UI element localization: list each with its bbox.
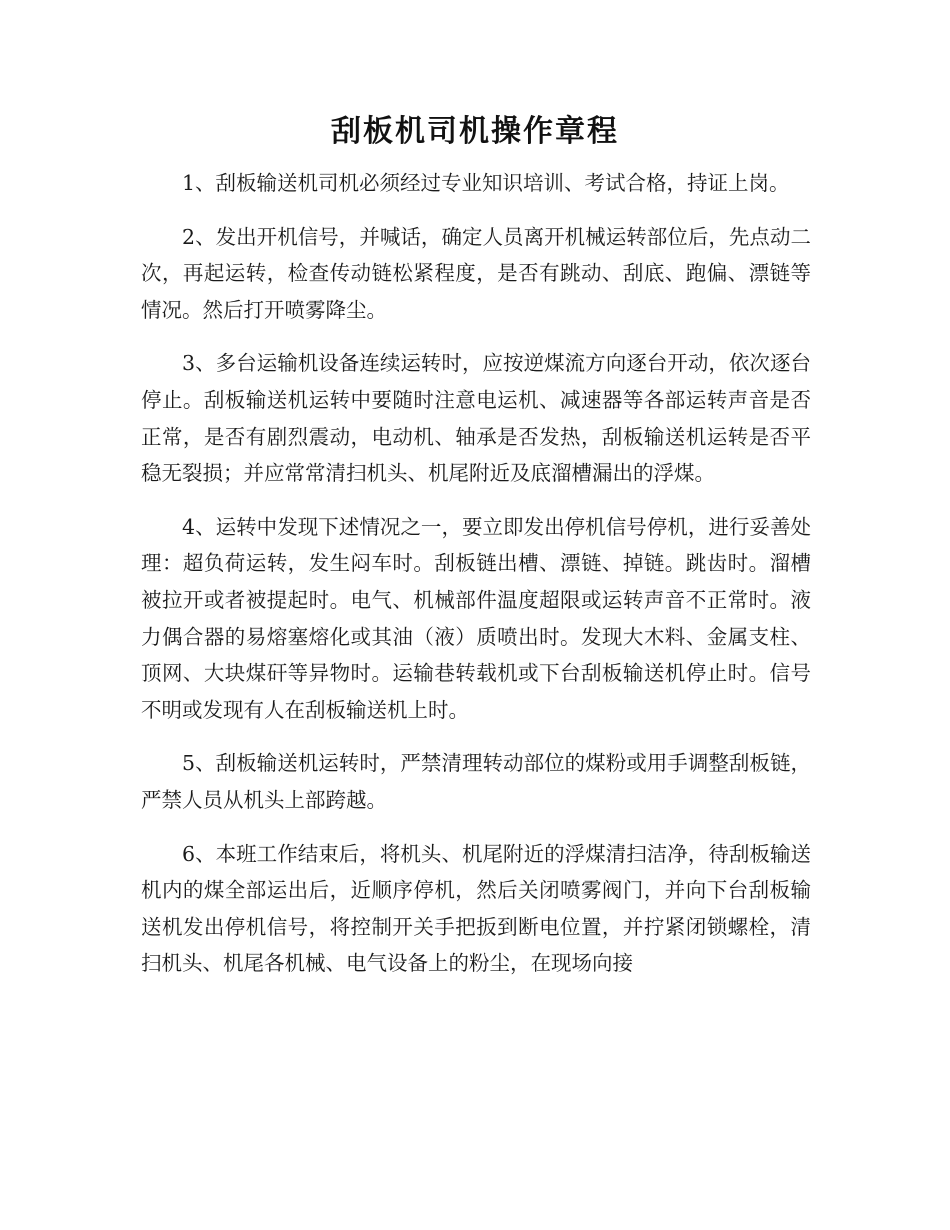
paragraph-3: 3、多台运输机设备连续运转时，应按逆煤流方向逐台开动，依次逐台停止。刮板输送机运转中要随时注意电运机、减速器等各部运转声音是否正常，是否有剧烈震动，电动机、轴承是否发热，刮板输送机运转是否平稳无裂损；并应常常清扫机头、机尾附近及底溜槽漏出的浮煤。 xyxy=(141,351,811,486)
paragraph-1: 1、刮板输送机司机必须经过专业知识培训、考试合格，持证上岗。 xyxy=(182,171,790,195)
document-body xyxy=(141,165,811,999)
document-title: 刮板机司机操作章程 xyxy=(331,114,619,149)
paragraph-2: 2、发出开机信号，并喊话，确定人员离开机械运转部位后，先点动二次，再起运转，检查传动链松紧程度，是否有跳动、刮底、跑偏、漂链等情况。然后打开喷雾降尘。 xyxy=(141,224,811,322)
paragraph-5: 5、刮板输送机运转时，严禁清理转动部位的煤粉或用手调整刮板链，严禁人员从机头上部跨越。 xyxy=(141,751,811,812)
paragraph-6: 6、本班工作结束后，将机头、机尾附近的浮煤清扫洁净，待刮板输送机内的煤全部运出后，近顺序停机，然后关闭喷雾阀门，并向下台刮板输送机发出停机信号，将控制开关手把扳到断电位置，并拧紧闭锁螺栓，清扫机头、机尾各机械、电气设备上的粉尘，在现场向接 xyxy=(141,841,811,976)
paragraph-4: 4、运转中发现下述情况之一，要立即发出停机信号停机，进行妥善处理：超负荷运转，发生闷车时。刮板链出槽、漂链、掉链。跳齿时。溜槽被拉开或者被提起时。电气、机械部件温度超限或运转声音不正常时。液力偶合器的易熔塞熔化或其油（液）质喷出时。发现大木料、金属支柱、顶网、大块煤矸等异物时。运输巷转载机或下台刮板输送机停止时。信号不明或发现有人在刮板输送机上时。 xyxy=(141,514,811,722)
